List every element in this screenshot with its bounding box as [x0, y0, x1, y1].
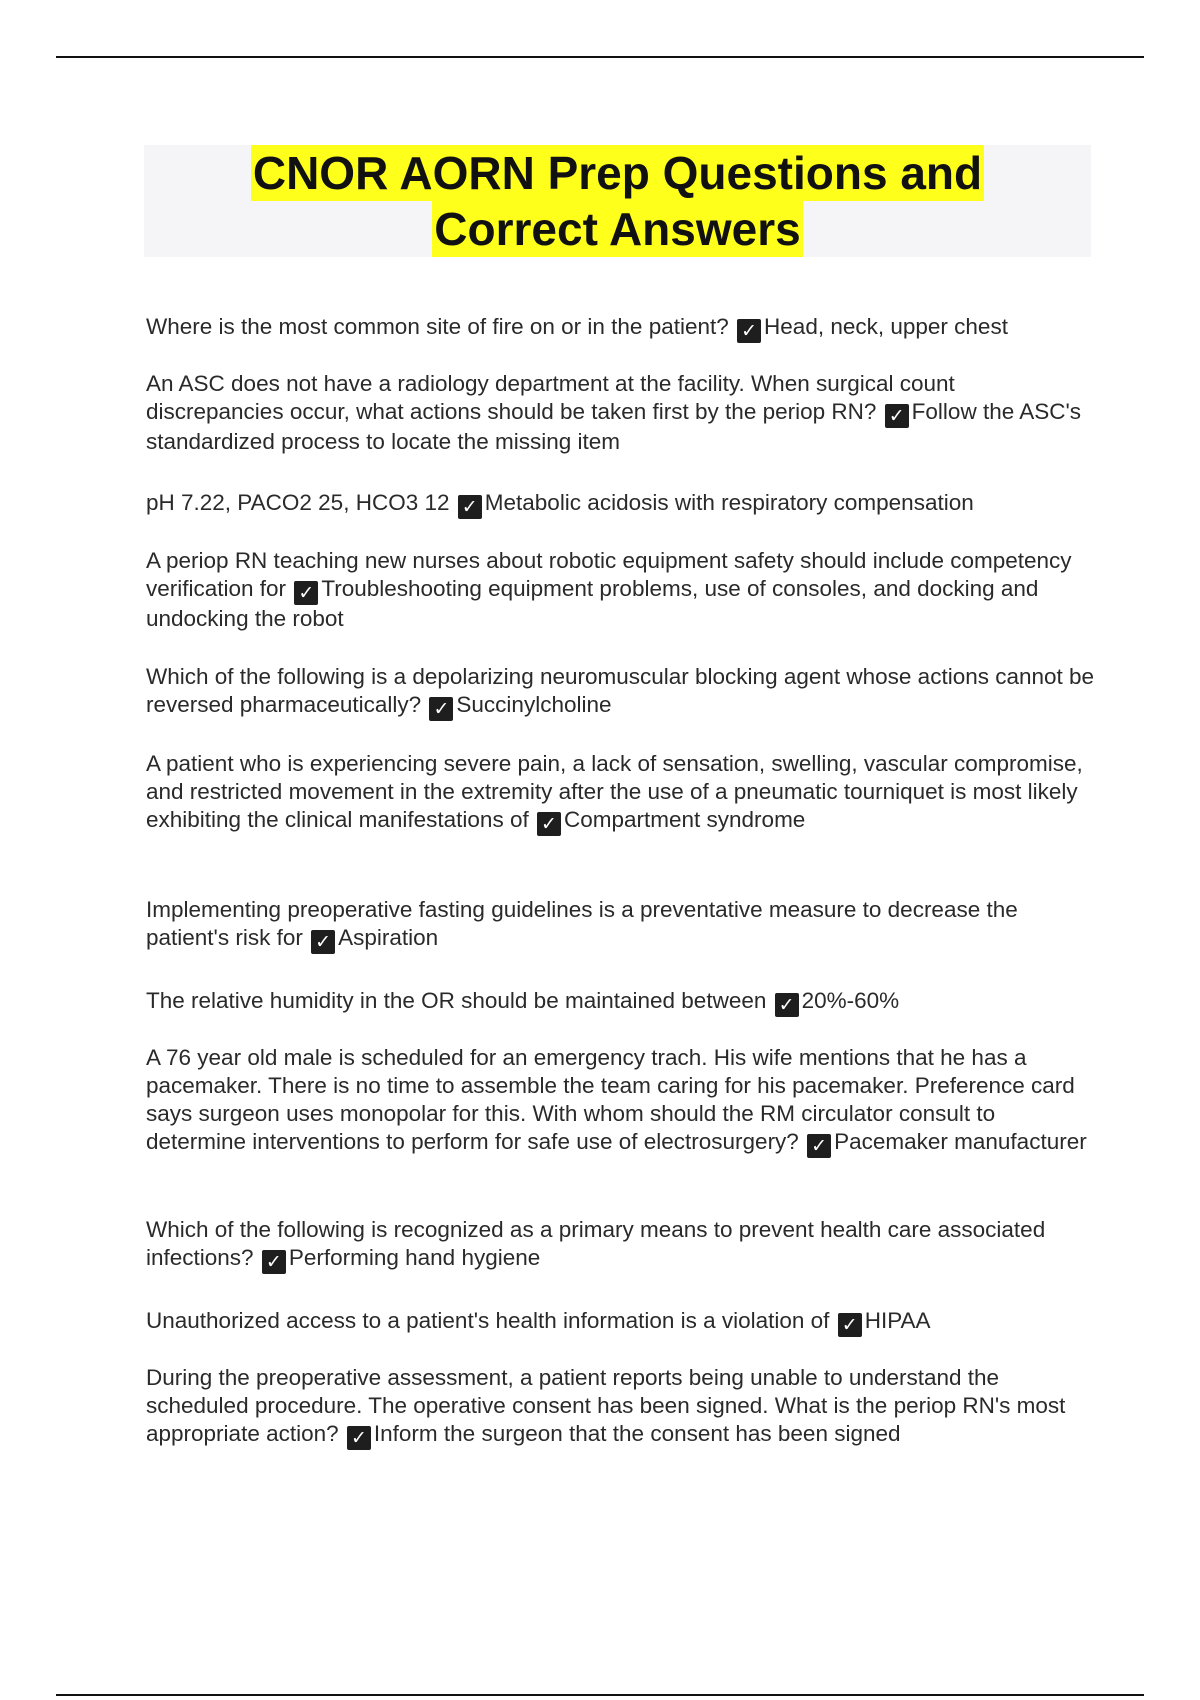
answer-text: Metabolic acidosis with respiratory compensation — [484, 490, 974, 515]
check-mark-icon: ✓ — [537, 812, 561, 836]
check-mark-icon: ✓ — [458, 495, 482, 519]
check-mark-icon: ✓ — [347, 1426, 371, 1450]
question-text: Implementing preoperative fasting guidelines is a preventative measure to decrease the patient's risk for — [146, 897, 1018, 950]
answer-text: Aspiration — [338, 925, 439, 950]
question-text: Where is the most common site of fire on or in the patient? — [146, 314, 729, 339]
qa-item — [146, 987, 1096, 1017]
qa-item — [146, 489, 1096, 519]
question-text: Which of the following is a depolarizing neuromuscular blocking agent whose actions cannot be reversed pharmaceutically? — [146, 664, 1095, 717]
check-mark-icon: ✓ — [294, 581, 318, 605]
page-title-line-1: CNOR AORN Prep Questions and — [252, 147, 983, 199]
check-mark-icon: ✓ — [838, 1313, 862, 1337]
answer-text: Performing hand hygiene — [288, 1245, 541, 1270]
question-text: A 76 year old male is scheduled for an emergency trach. His wife mentions that he has a pacemaker. There is no time to assemble the team caring for his pacemaker. Preference card says surgeon uses monopolar for this. With whom should the RM circulator consult to determine interventions to perform for safe use of electrosurgery? — [146, 1045, 1075, 1154]
question-text: Unauthorized access to a patient's health information is a violation of — [146, 1308, 830, 1333]
qa-item — [146, 896, 1096, 954]
check-mark-icon: ✓ — [807, 1134, 831, 1158]
question-text: A patient who is experiencing severe pain, a lack of sensation, swelling, vascular compromise, and restricted movement in the extremity after the use of a pneumatic tourniquet is most likely exhibiting the clinical manifestations of — [146, 751, 1083, 832]
question-text: pH 7.22, PACO2 25, HCO3 12 — [146, 490, 450, 515]
answer-text: 20%-60% — [801, 988, 900, 1013]
question-text: During the preoperative assessment, a patient reports being unable to understand the scheduled procedure. The operative consent has been signed. What is the periop RN's most appropriate action? — [146, 1365, 1066, 1446]
check-mark-icon: ✓ — [737, 319, 761, 343]
check-mark-icon: ✓ — [311, 930, 335, 954]
qa-item — [146, 313, 1096, 343]
answer-text: HIPAA — [864, 1308, 931, 1333]
qa-item — [146, 370, 1096, 456]
answer-text: Follow the ASC's standardized process to locate the missing item — [146, 399, 1082, 454]
bottom-rule — [56, 1694, 1144, 1696]
check-mark-icon: ✓ — [885, 404, 909, 428]
qa-item — [146, 663, 1096, 721]
page-title-line-2: Correct Answers — [434, 203, 801, 255]
check-mark-icon: ✓ — [429, 697, 453, 721]
answer-text: Succinylcholine — [456, 692, 612, 717]
qa-item — [146, 1364, 1096, 1450]
question-text: An ASC does not have a radiology department at the facility. When surgical count discrepancies occur, what actions should be taken first by the periop RN? — [146, 371, 955, 424]
answer-text: Troubleshooting equipment problems, use of consoles, and docking and undocking the robot — [146, 576, 1039, 631]
question-text: Which of the following is recognized as a primary means to prevent health care associated infections? — [146, 1217, 1046, 1270]
question-text: A periop RN teaching new nurses about robotic equipment safety should include competency verification for — [146, 548, 1072, 601]
answer-text: Compartment syndrome — [563, 807, 806, 832]
qa-item — [146, 1307, 1096, 1337]
answer-text: Inform the surgeon that the consent has been signed — [373, 1421, 901, 1446]
qa-item — [146, 1216, 1096, 1274]
qa-item — [146, 1044, 1096, 1158]
check-mark-icon: ✓ — [775, 993, 799, 1017]
qa-item — [146, 750, 1096, 836]
check-mark-icon: ✓ — [262, 1250, 286, 1274]
title-block — [144, 145, 1091, 257]
answer-text: Pacemaker manufacturer — [834, 1129, 1087, 1154]
top-rule — [56, 56, 1144, 58]
answer-text: Head, neck, upper chest — [764, 314, 1008, 339]
qa-item — [146, 547, 1096, 633]
question-text: The relative humidity in the OR should be maintained between — [146, 988, 767, 1013]
